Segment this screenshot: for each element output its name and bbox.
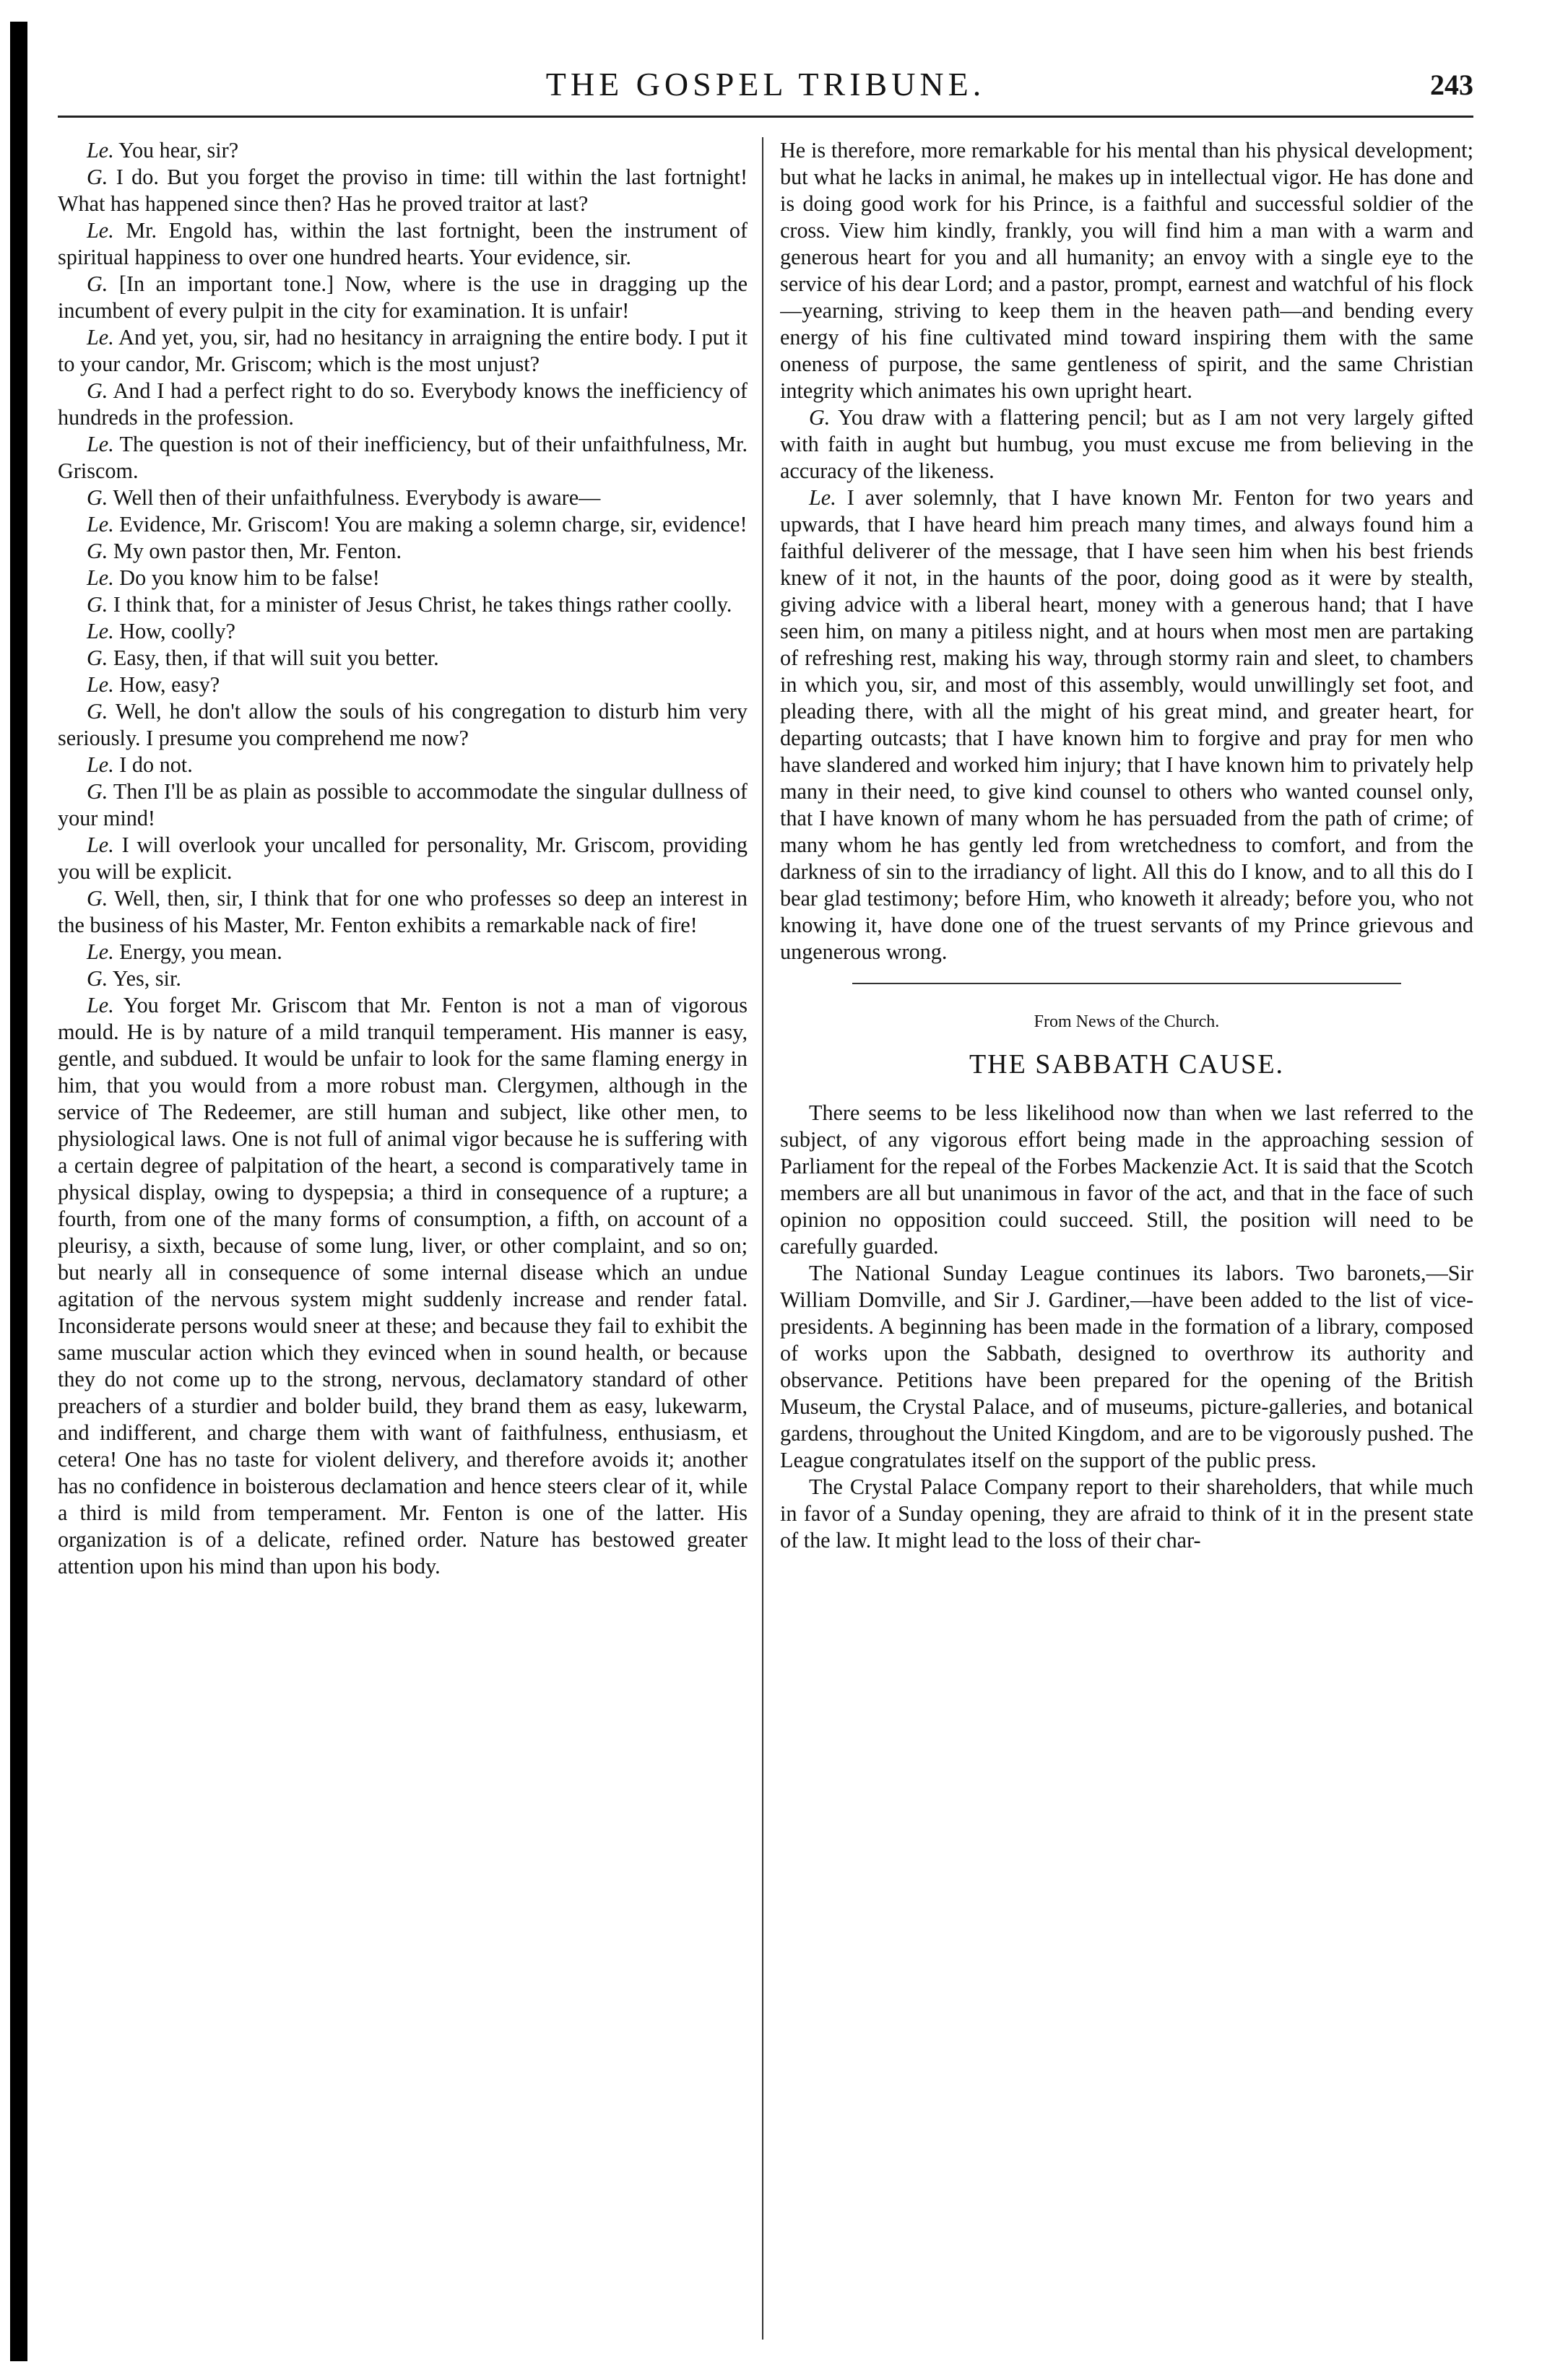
dialogue-text: Well, then, sir, I think that for one who professes so deep an interest in the business of his Master, Mr. Fenton exhibits a remarkable nack of fire! [58, 886, 748, 937]
speaker-label: Le. [87, 752, 114, 777]
dialogue-text: Energy, you mean. [119, 939, 282, 964]
dialogue-text: I do. But you forget the proviso in time: till within the last fortnight! What has happened since then? Has he proved traitor at last? [58, 165, 748, 216]
right-column [780, 137, 1473, 2347]
dialogue-text: Well, he don't allow the souls of his congregation to disturb him very seriously. I presume you comprehend me now? [58, 699, 748, 750]
dialogue-paragraph [58, 511, 748, 538]
dialogue-paragraph [58, 992, 748, 1580]
dialogue-text: Do you know him to be false! [119, 565, 380, 590]
article-paragraph: There seems to be less likelihood now than when we last referred to the subject, of any vigorous effort being made in the approaching session of Parliament for the repeal of the Forbes Mackenzie Act. It is said that the Scotch members are all but unanimous in favor of the act, and that in the face of such opinion no opposition could succeed. Still, the position will need to be carefully guarded. [780, 1100, 1473, 1259]
speaker-label: Le. [87, 565, 114, 590]
speaker-label: Le. [87, 325, 114, 349]
text-columns [58, 137, 1473, 2347]
dialogue-paragraph [58, 618, 748, 645]
dialogue-text: Yes, sir. [112, 966, 181, 991]
dialogue-text: How, coolly? [119, 619, 235, 643]
speaker-label: G. [87, 699, 108, 724]
article-paragraph: The Crystal Palace Company report to their shareholders, that while much in favor of a Sunday opening, they are afraid to think of it in the present state of the law. It might lead to the loss of their char- [780, 1475, 1473, 1552]
dialogue-text: How, easy? [119, 672, 220, 697]
speaker-label: Le. [87, 993, 114, 1017]
speaker-label: G. [87, 966, 108, 991]
speaker-label: Le. [87, 432, 114, 456]
article-title: THE SABBATH CAUSE. [969, 1049, 1285, 1080]
dialogue-paragraph [58, 271, 748, 324]
speaker-label: Le. [87, 512, 114, 537]
dialogue-text: I think that, for a minister of Jesus Christ, he takes things rather coolly. [113, 592, 732, 617]
speaker-label: G. [87, 646, 108, 670]
dialogue-text: Then I'll be as plain as possible to accommodate the singular dullness of your mind! [58, 779, 748, 830]
dialogue-paragraph [58, 778, 748, 832]
dialogue-text: Well then of their unfaithfulness. Everybody is aware— [113, 485, 601, 510]
dialogue-paragraph [58, 591, 748, 618]
speaker-label: Le. [87, 218, 114, 243]
dialogue-text: You hear, sir? [118, 138, 239, 162]
dialogue-paragraph [58, 431, 748, 485]
dialogue-text: I aver solemnly, that I have known Mr. Fenton for two years and upwards, that I have heard him preach many times, and always found him a faithful deliverer of the message, that I have seen him when his best friends knew of it not, in the haunts of the poor, doing good as it were by stealth, giving advice with a liberal heart, money with a generous hand; that I have seen him, on many a pitiless night, and at hours when most men are partaking of refreshing rest, making his way, through stormy rain and sleet, to chambers in which you, sir, and most of this assembly, would unwillingly set foot, and pleading there, with all the might of his great mind, and greater heart, for departing outcasts; that I have known him to forgive and pray for men who have slandered and worked him injury; that I have known him to privately help many in their need, to give kind counsel to others who wanted counsel only, that I have known of many whom he has persuaded from the path of crime; of many whom he has gently led from wretchedness to comfort, and from the darkness of sin to the irradiancy of light. All this do I know, and to all this do I bear glad testimony; before Him, who knoweth it already; before you, who not knowing it, have done one of the truest servants of my Prince grievous and ungenerous wrong. [780, 485, 1473, 964]
left-column [58, 137, 748, 2347]
dialogue-paragraph [58, 672, 748, 698]
speaker-label: G. [87, 592, 108, 617]
speaker-label: Le. [87, 672, 114, 697]
dialogue-paragraph [58, 565, 748, 591]
dialogue-text: My own pastor then, Mr. Fenton. [113, 539, 402, 563]
dialogue-paragraph [58, 217, 748, 271]
speaker-label: Le. [87, 138, 114, 162]
dialogue-paragraph [58, 645, 748, 672]
dialogue-paragraph [780, 485, 1473, 965]
dialogue-text: [In an important tone.] Now, where is the use in dragging up the incumbent of every pulpit in the city for examination. It is unfair! [58, 272, 748, 323]
dialogue-paragraph [58, 939, 748, 965]
dialogue-text: And I had a perfect right to do so. Everybody knows the inefficiency of hundreds in the profession. [58, 378, 748, 430]
dialogue-paragraph [58, 752, 748, 778]
column-rule [762, 137, 763, 2340]
dialogue-text: The question is not of their inefficiency, but of their unfaithfulness, Mr. Griscom. [58, 432, 748, 483]
dialogue-text: Evidence, Mr. Griscom! You are making a solemn charge, sir, evidence! [119, 512, 748, 537]
speaker-label: G. [87, 165, 108, 189]
dialogue-paragraph [58, 378, 748, 431]
dialogue-continuation [780, 137, 1473, 965]
dialogue-text: I will overlook your uncalled for personality, Mr. Griscom, providing you will be explicit. [58, 833, 748, 884]
dialogue-paragraph [58, 698, 748, 752]
speaker-label: G. [809, 405, 831, 430]
speaker-label: G. [87, 539, 108, 563]
dialogue-text: You forget Mr. Griscom that Mr. Fenton is not a man of vigorous mould. He is by nature of a mild tranquil temperament. His manner is easy, gentle, and subdued. It would be unfair to look for the same flaming energy in him, that you would from a more robust man. Clergymen, although in the service of The Redeemer, are still human and subject, like other men, to physiological laws. One is not full of animal vigor because he is suffering with a certain degree of palpitation of the heart, a second is comparatively tame in physical display, owing to dyspepsia; a third in consequence of a rupture; a fourth, from one of the many forms of consumption, a fifth, on account of a pleurisy, a sixth, because of some lung, liver, or other complaint, and so on; but nearly all in consequence of some internal disease which an undue agitation of the nervous system might suddenly increase and render fatal. Inconsiderate persons would sneer at these; and because they fail to exhibit the same muscular action which they evinced when in sound health, or because they do not come up to the strong, nervous, declamatory standard of other preachers of a sturdier and bolder build, they brand them as easy, lukewarm, and indifferent, and charge them with want of faithfulness, enthusiasm, et cetera! One has no taste for violent delivery, and therefore avoids it; another has no confidence in boisterous declamation and hence steers clear of it, while a third is mild from temperament. Mr. Fenton is one of the latter. His organization is of a delicate, refined order. Nature has bestowed greater attention upon his mind than upon his body. [58, 993, 748, 1578]
binding-edge [10, 22, 27, 2361]
article-source: From News of the Church. [1034, 1012, 1220, 1031]
section-divider [852, 983, 1401, 984]
dialogue-paragraph [58, 832, 748, 885]
speaker-label: G. [87, 779, 108, 804]
article-body [780, 1100, 1473, 1554]
dialogue-text: I do not. [119, 752, 193, 777]
dialogue-text: Easy, then, if that will suit you better. [113, 646, 439, 670]
speaker-label: Le. [809, 485, 836, 510]
speaker-label: G. [87, 485, 108, 510]
speaker-label: Le. [87, 939, 114, 964]
dialogue-paragraph [58, 164, 748, 217]
running-title: THE GOSPEL TRIBUNE. [545, 66, 986, 103]
dialogue-text: You draw with a flattering pencil; but as I am not very largely gifted with faith in aught but humbug, you must excuse me from believing in the accuracy of the likeness. [780, 405, 1473, 483]
dialogue-paragraph [780, 404, 1473, 485]
dialogue-paragraph [780, 137, 1473, 404]
dialogue-paragraph [58, 485, 748, 511]
speaker-label: G. [87, 272, 108, 296]
dialogue-text: He is therefore, more remarkable for his mental than his physical development; but what he lacks in animal, he makes up in intellectual vigor. He has done and is doing good work for his Prince, is a faithful and successful soldier of the cross. View him kindly, frankly, you will find him a man with a warm and generous heart for you and all humanity; an envoy with a single eye to the service of his dear Lord; and a pastor, prompt, earnest and watchful of his flock—yearning, striving to keep them in the heaven path—and bending every energy of his fine cultivated mind toward inspiring them with the same oneness of purpose, the same gentleness of spirit, and the same Christian integrity which animates his own upright heart. [780, 138, 1473, 403]
speaker-label: Le. [87, 833, 114, 857]
dialogue-paragraph [58, 324, 748, 378]
dialogue-paragraph [58, 885, 748, 939]
newspaper-page [58, 65, 1473, 2361]
dialogue-paragraph [58, 965, 748, 992]
article-paragraph: The National Sunday League continues its labors. Two baronets,—Sir William Domville, and Sir J. Gardiner,—have been added to the list of vice-presidents. A beginning has been made in the formation of a library, composed of works upon the Sabbath, designed to overthrow its authority and observance. Petitions have been prepared for the opening of the British Museum, the Crystal Palace, and of museums, picture-galleries, and botanical gardens, throughout the United Kingdom, and are to be vigorously pushed. The League congratulates itself on the support of the public press. [780, 1261, 1473, 1472]
dialogue-paragraph [58, 538, 748, 565]
page-header [58, 65, 1473, 118]
dialogue-paragraph [58, 137, 748, 164]
speaker-label: G. [87, 886, 108, 911]
speaker-label: Le. [87, 619, 114, 643]
dialogue-text: And yet, you, sir, had no hesitancy in arraigning the entire body. I put it to your candor, Mr. Griscom; which is the most unjust? [58, 325, 748, 376]
speaker-label: G. [87, 378, 108, 403]
dialogue-text: Mr. Engold has, within the last fortnight, been the instrument of spiritual happiness to over one hundred hearts. Your evidence, sir. [58, 218, 748, 269]
page-number: 243 [1430, 69, 1473, 101]
